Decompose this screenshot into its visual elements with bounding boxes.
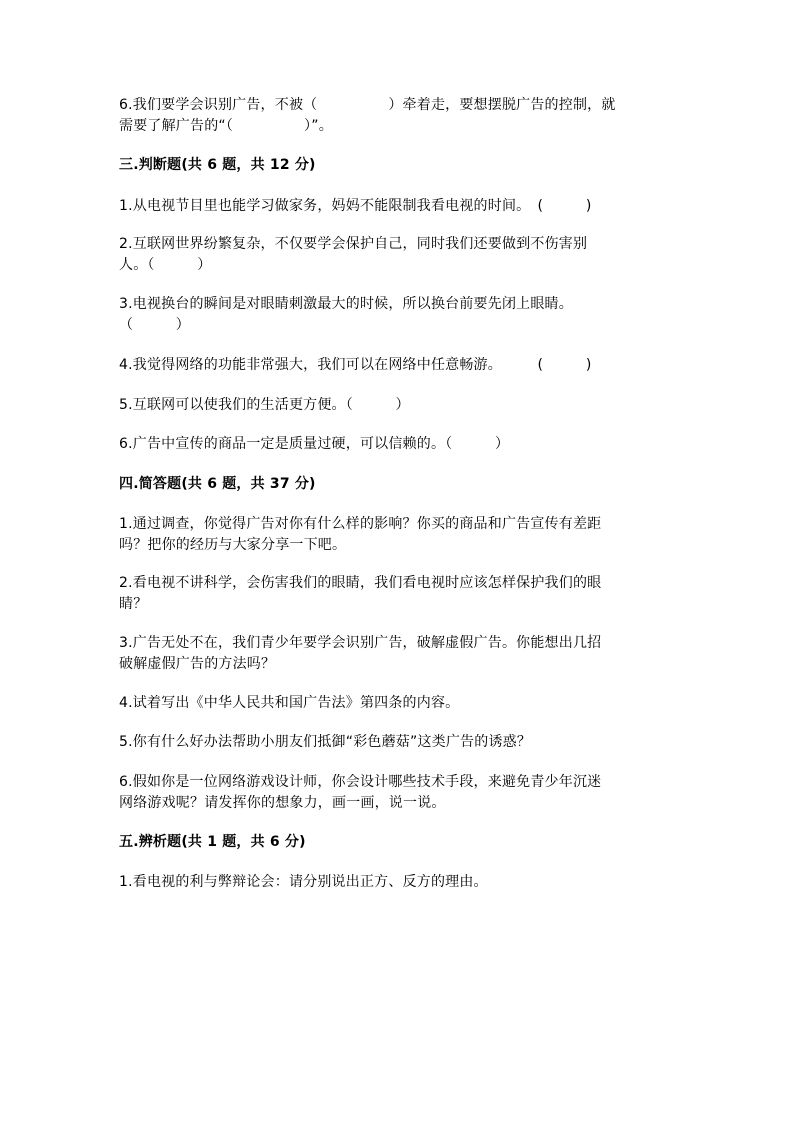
question-4-1: 1.通过调查，你觉得广告对你有什么样的影响？你买的商品和广告宣传有差距 吗？把你的经历与大家分享一下吧。 (119, 516, 602, 553)
question-3-1: 1.从电视节目里也能学习做家务，妈妈不能限制我看电视的时间。 ( ) (119, 198, 592, 214)
section-5-heading: 五.辨析题(共 1 题，共 6 分) (119, 834, 306, 850)
section-4-heading: 四.简答题(共 6 题，共 37 分) (119, 476, 316, 492)
question-3-6: 6.广告中宣传的商品一定是质量过硬，可以信赖的。（ ） (119, 436, 510, 452)
question-3-2: 2.互联网世界纷繁复杂，不仅要学会保护自己，同时我们还要做到不伤害别 人。（ ） (119, 236, 588, 273)
question-4-2: 2.看电视不讲科学，会伤害我们的眼睛，我们看电视时应该怎样保护我们的眼 睛？ (119, 575, 602, 612)
question-4-4: 4.试着写出《中华人民共和国广告法》第四条的内容。 (119, 695, 460, 711)
question-3-5: 5.互联网可以使我们的生活更方便。（ ） (119, 397, 410, 413)
question-4-5: 5.你有什么好办法帮助小朋友们抵御“彩色蘑菇”这类广告的诱惑？ (119, 734, 532, 750)
question-4-6: 6.假如你是一位网络游戏设计师，你会设计哪些技术手段，来避免青少年沉迷 网络游戏呢？请发挥你的想象力，画一画，说一说。 (119, 774, 602, 811)
question-4-3: 3.广告无处不在，我们青少年要学会识别广告，破解虚假广告。你能想出几招 破解虚假广告的方法吗？ (119, 635, 602, 672)
section-3-heading: 三.判断题(共 6 题，共 12 分) (119, 157, 316, 173)
question-3-3: 3.电视换台的瞬间是对眼睛刺激最大的时候，所以换台前要先闭上眼睛。 （ ） (119, 296, 573, 333)
question-3-4: 4.我觉得网络的功能非常强大，我们可以在网络中任意畅游。 ( ) (119, 357, 592, 373)
question-2-6: 6.我们要学会识别广告，不被（ ）牵着走，要想摆脱广告的控制，就 需要了解广告的“（ ）”。 (119, 97, 616, 134)
question-5-1: 1.看电视的利与弊辩论会：请分别说出正方、反方的理由。 (119, 874, 488, 890)
